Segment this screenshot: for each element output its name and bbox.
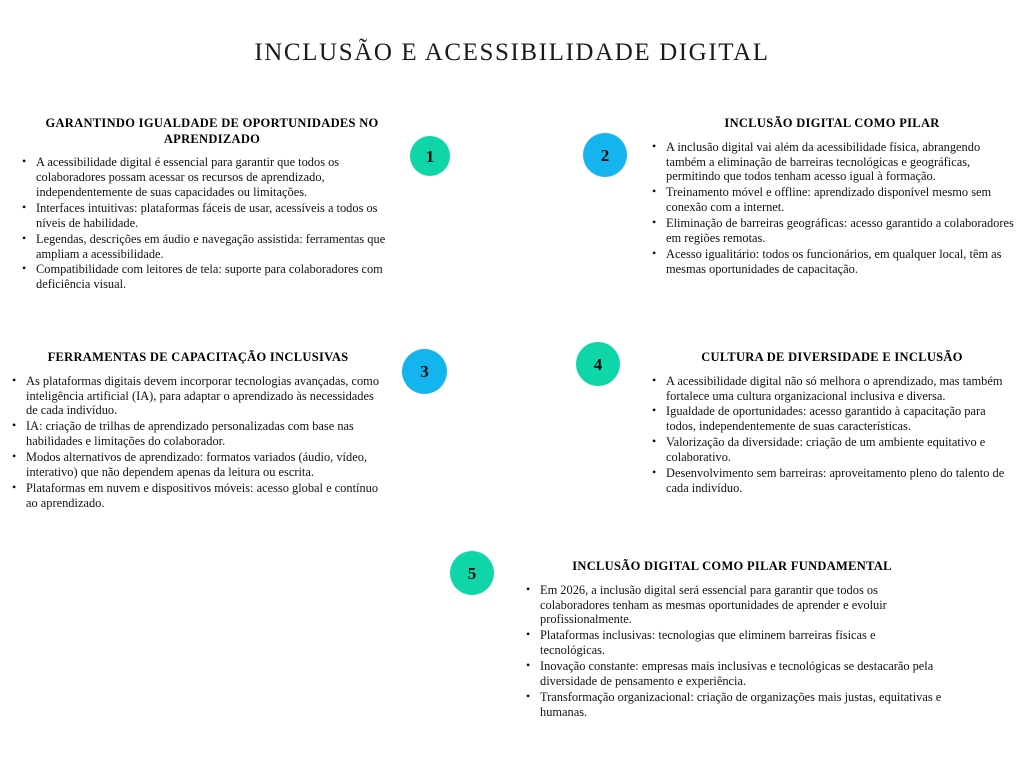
section-heading-4: CULTURA DE DIVERSIDADE E INCLUSÃO: [701, 350, 963, 364]
list-item: • Eliminação de barreiras geográficas: acesso garantido a colaboradores em regiões remotas.: [664, 216, 1016, 246]
list-item: • IA: criação de trilhas de aprendizado personalizadas com base nas habilidades e limitações do colaborador.: [24, 419, 388, 449]
step-number-badge-2: 2: [583, 133, 627, 177]
bullet-list-4: [648, 374, 1016, 496]
list-item: • Acesso igualitário: todos os funcionários, em qualquer local, têm as mesmas oportunidades de capacitação.: [664, 247, 1016, 277]
list-item: • Compatibilidade com leitores de tela: suporte para colaboradores com deficiência visual.: [34, 262, 406, 292]
section-heading-2: INCLUSÃO DIGITAL COMO PILAR: [724, 116, 940, 130]
list-item: • Treinamento móvel e offline: aprendizado disponível mesmo sem conexão com a internet.: [664, 185, 1016, 215]
section-block-3: [8, 350, 388, 512]
bullet-list-2: [648, 140, 1016, 277]
step-number-badge-1: 1: [410, 136, 450, 176]
list-item: • As plataformas digitais devem incorporar tecnologias avançadas, como inteligência artificial (IA), para adaptar o aprendizado às necessidades de cada indivíduo.: [24, 374, 388, 419]
bullet-list-3: [8, 374, 388, 511]
list-item: • A acessibilidade digital é essencial para garantir que todos os colaboradores possam acessar os recursos de aprendizado, independentemente de suas capacidades ou limitações.: [34, 155, 406, 200]
list-item: • Plataformas inclusivas: tecnologias que eliminem barreiras físicas e tecnológicas.: [538, 628, 942, 658]
section-heading-5: INCLUSÃO DIGITAL COMO PILAR FUNDAMENTAL: [572, 559, 892, 573]
list-item: • Modos alternativos de aprendizado: formatos variados (áudio, vídeo, interativo) que não dependem apenas da leitura ou escrita.: [24, 450, 388, 480]
list-item: • Desenvolvimento sem barreiras: aproveitamento pleno do talento de cada indivíduo.: [664, 466, 1016, 496]
list-item: • Em 2026, a inclusão digital será essencial para garantir que todos os colaboradores tenham as mesmas oportunidades de aprender e evoluir profissionalmente.: [538, 583, 942, 628]
list-item: • Plataformas em nuvem e dispositivos móveis: acesso global e contínuo ao aprendizado.: [24, 481, 388, 511]
list-item: • A inclusão digital vai além da acessibilidade física, abrangendo também a eliminação de barreiras tecnológicas e geográficas, permitindo que todos tenham acesso igual à formação.: [664, 140, 1016, 185]
list-item: • Igualdade de oportunidades: acesso garantido à capacitação para todos, independentemente de suas características.: [664, 404, 1016, 434]
bullet-list-5: [522, 583, 942, 720]
list-item: • A acessibilidade digital não só melhora o aprendizado, mas também fortalece uma cultura organizacional inclusiva e diversa.: [664, 374, 1016, 404]
list-item: • Valorização da diversidade: criação de um ambiente equitativo e colaborativo.: [664, 435, 1016, 465]
section-block-5: [522, 559, 942, 721]
section-heading-1: GARANTINDO IGUALDADE DE OPORTUNIDADES NO APRENDIZADO: [45, 116, 379, 146]
section-block-2: [648, 116, 1016, 278]
page-title: INCLUSÃO E ACESSIBILIDADE DIGITAL: [254, 38, 770, 66]
list-item: • Interfaces intuitivas: plataformas fáceis de usar, acessíveis a todos os níveis de habilidade.: [34, 201, 406, 231]
list-item: • Transformação organizacional: criação de organizações mais justas, equitativas e humanas.: [538, 690, 942, 720]
step-number-badge-3: 3: [402, 349, 447, 394]
list-item: • Inovação constante: empresas mais inclusivas e tecnológicas se destacarão pela diversidade de pensamento e experiência.: [538, 659, 942, 689]
bullet-list-1: [18, 155, 406, 292]
section-heading-3: FERRAMENTAS DE CAPACITAÇÃO INCLUSIVAS: [47, 350, 349, 364]
section-block-1: [18, 116, 406, 293]
step-number-badge-4: 4: [576, 342, 620, 386]
section-block-4: [648, 350, 1016, 497]
step-number-badge-5: 5: [450, 551, 494, 595]
list-item: • Legendas, descrições em áudio e navegação assistida: ferramentas que ampliam a acessibilidade.: [34, 232, 406, 262]
